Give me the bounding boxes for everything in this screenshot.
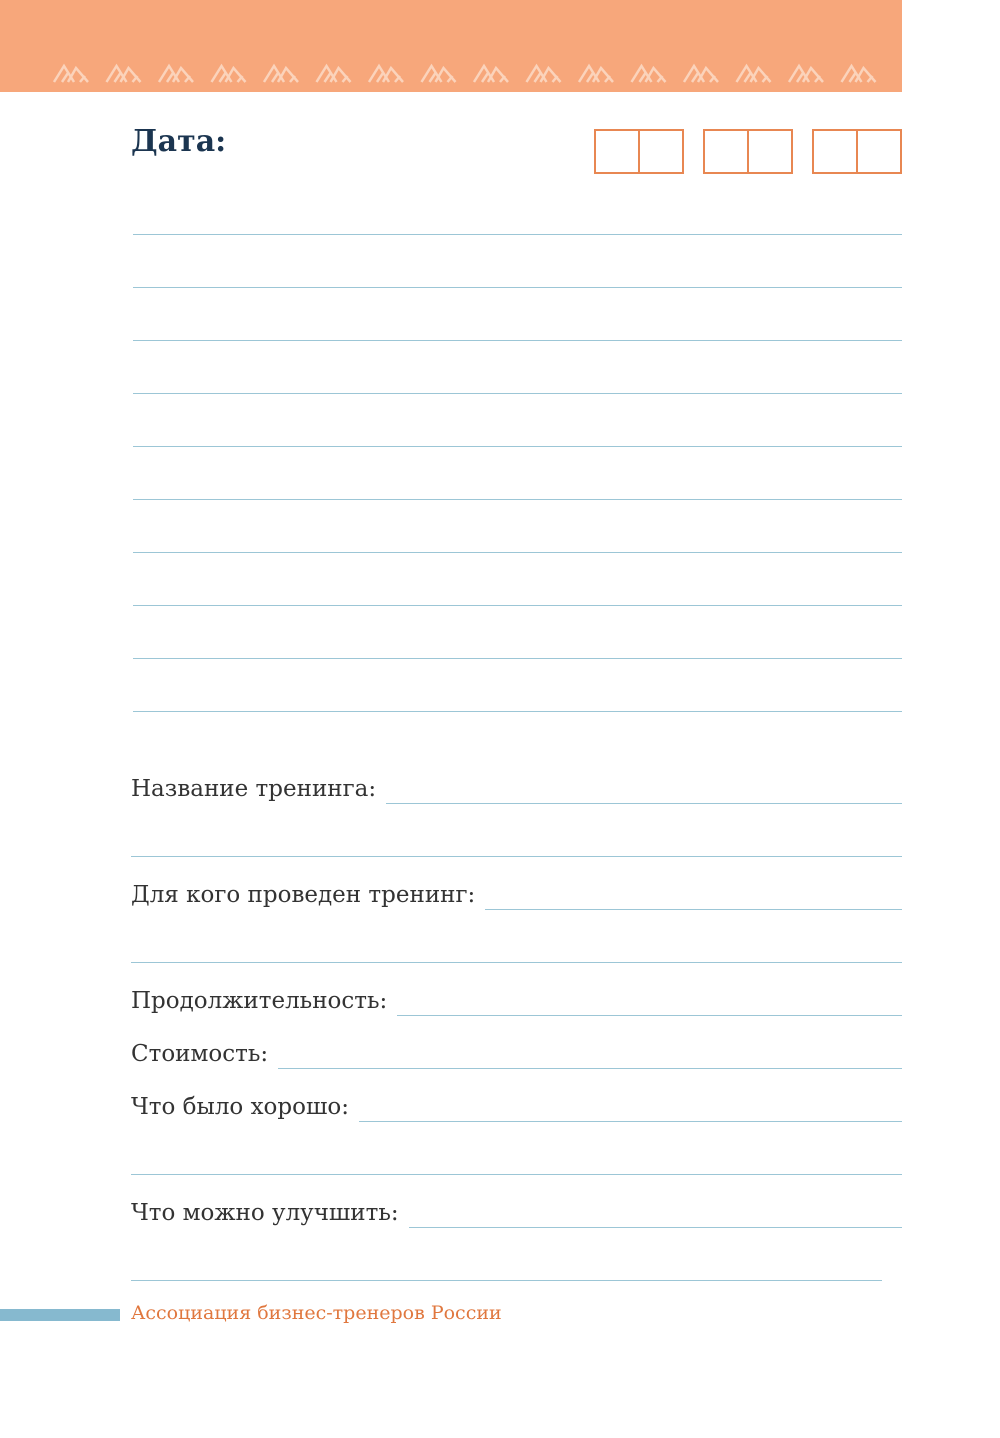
field-input-line-what-was-good[interactable] xyxy=(359,1121,902,1122)
date-day-group xyxy=(594,129,684,174)
field-extra-line-what-was-good[interactable] xyxy=(131,1174,902,1175)
date-month-group xyxy=(703,129,793,174)
date-year-group xyxy=(812,129,902,174)
field-label-what-was-good: Что было хорошо: xyxy=(131,1094,349,1120)
field-label-cost: Стоимость: xyxy=(131,1041,269,1067)
date-year-digit-2[interactable] xyxy=(858,129,902,174)
note-line[interactable] xyxy=(133,234,902,235)
note-line[interactable] xyxy=(133,287,902,288)
mountain-triangle-icon xyxy=(527,66,561,82)
mountain-triangle-icon xyxy=(737,66,771,82)
field-label-audience: Для кого проведен тренинг: xyxy=(131,882,476,908)
mountain-triangle-icon xyxy=(422,66,456,82)
note-line[interactable] xyxy=(133,658,902,659)
mountain-triangle-icon xyxy=(842,66,876,82)
note-line[interactable] xyxy=(133,605,902,606)
note-line[interactable] xyxy=(133,340,902,341)
mountain-triangle-icon xyxy=(789,66,823,82)
footer-bar xyxy=(0,1309,120,1321)
note-line[interactable] xyxy=(133,552,902,553)
note-line[interactable] xyxy=(133,393,902,394)
mountain-triangle-icon xyxy=(54,66,88,82)
mountain-triangle-icon xyxy=(159,66,193,82)
date-month-digit-2[interactable] xyxy=(749,129,793,174)
field-input-line-what-to-improve[interactable] xyxy=(409,1227,902,1228)
field-label-duration: Продолжительность: xyxy=(131,988,388,1014)
mountain-triangle-icon xyxy=(369,66,403,82)
mountain-triangle-icon xyxy=(107,66,141,82)
field-input-line-audience[interactable] xyxy=(485,909,902,910)
date-day-digit-1[interactable] xyxy=(594,129,640,174)
note-line[interactable] xyxy=(133,446,902,447)
mountain-triangle-icon xyxy=(579,66,613,82)
field-label-what-to-improve: Что можно улучшить: xyxy=(131,1200,399,1226)
mountain-pattern xyxy=(50,60,890,86)
mountain-triangle-icon xyxy=(632,66,666,82)
header-band xyxy=(0,0,902,92)
field-extra-line-audience[interactable] xyxy=(131,962,902,963)
date-label: Дата: xyxy=(131,124,227,159)
footer-text: Ассоциация бизнес-тренеров России xyxy=(131,1302,502,1324)
mountain-triangle-icon xyxy=(684,66,718,82)
field-input-line-duration[interactable] xyxy=(397,1015,902,1016)
date-month-digit-1[interactable] xyxy=(703,129,749,174)
field-extra-line-what-to-improve[interactable] xyxy=(131,1280,882,1281)
mountain-triangle-icon xyxy=(264,66,298,82)
mountain-triangle-icon xyxy=(317,66,351,82)
date-day-digit-2[interactable] xyxy=(640,129,684,174)
field-input-line-cost[interactable] xyxy=(278,1068,902,1069)
field-extra-line-training-name[interactable] xyxy=(131,856,902,857)
note-line[interactable] xyxy=(133,711,902,712)
mountain-triangle-icon xyxy=(212,66,246,82)
field-label-training-name: Название тренинга: xyxy=(131,776,377,802)
note-line[interactable] xyxy=(133,499,902,500)
date-year-digit-1[interactable] xyxy=(812,129,858,174)
mountain-triangle-icon xyxy=(474,66,508,82)
field-input-line-training-name[interactable] xyxy=(386,803,902,804)
